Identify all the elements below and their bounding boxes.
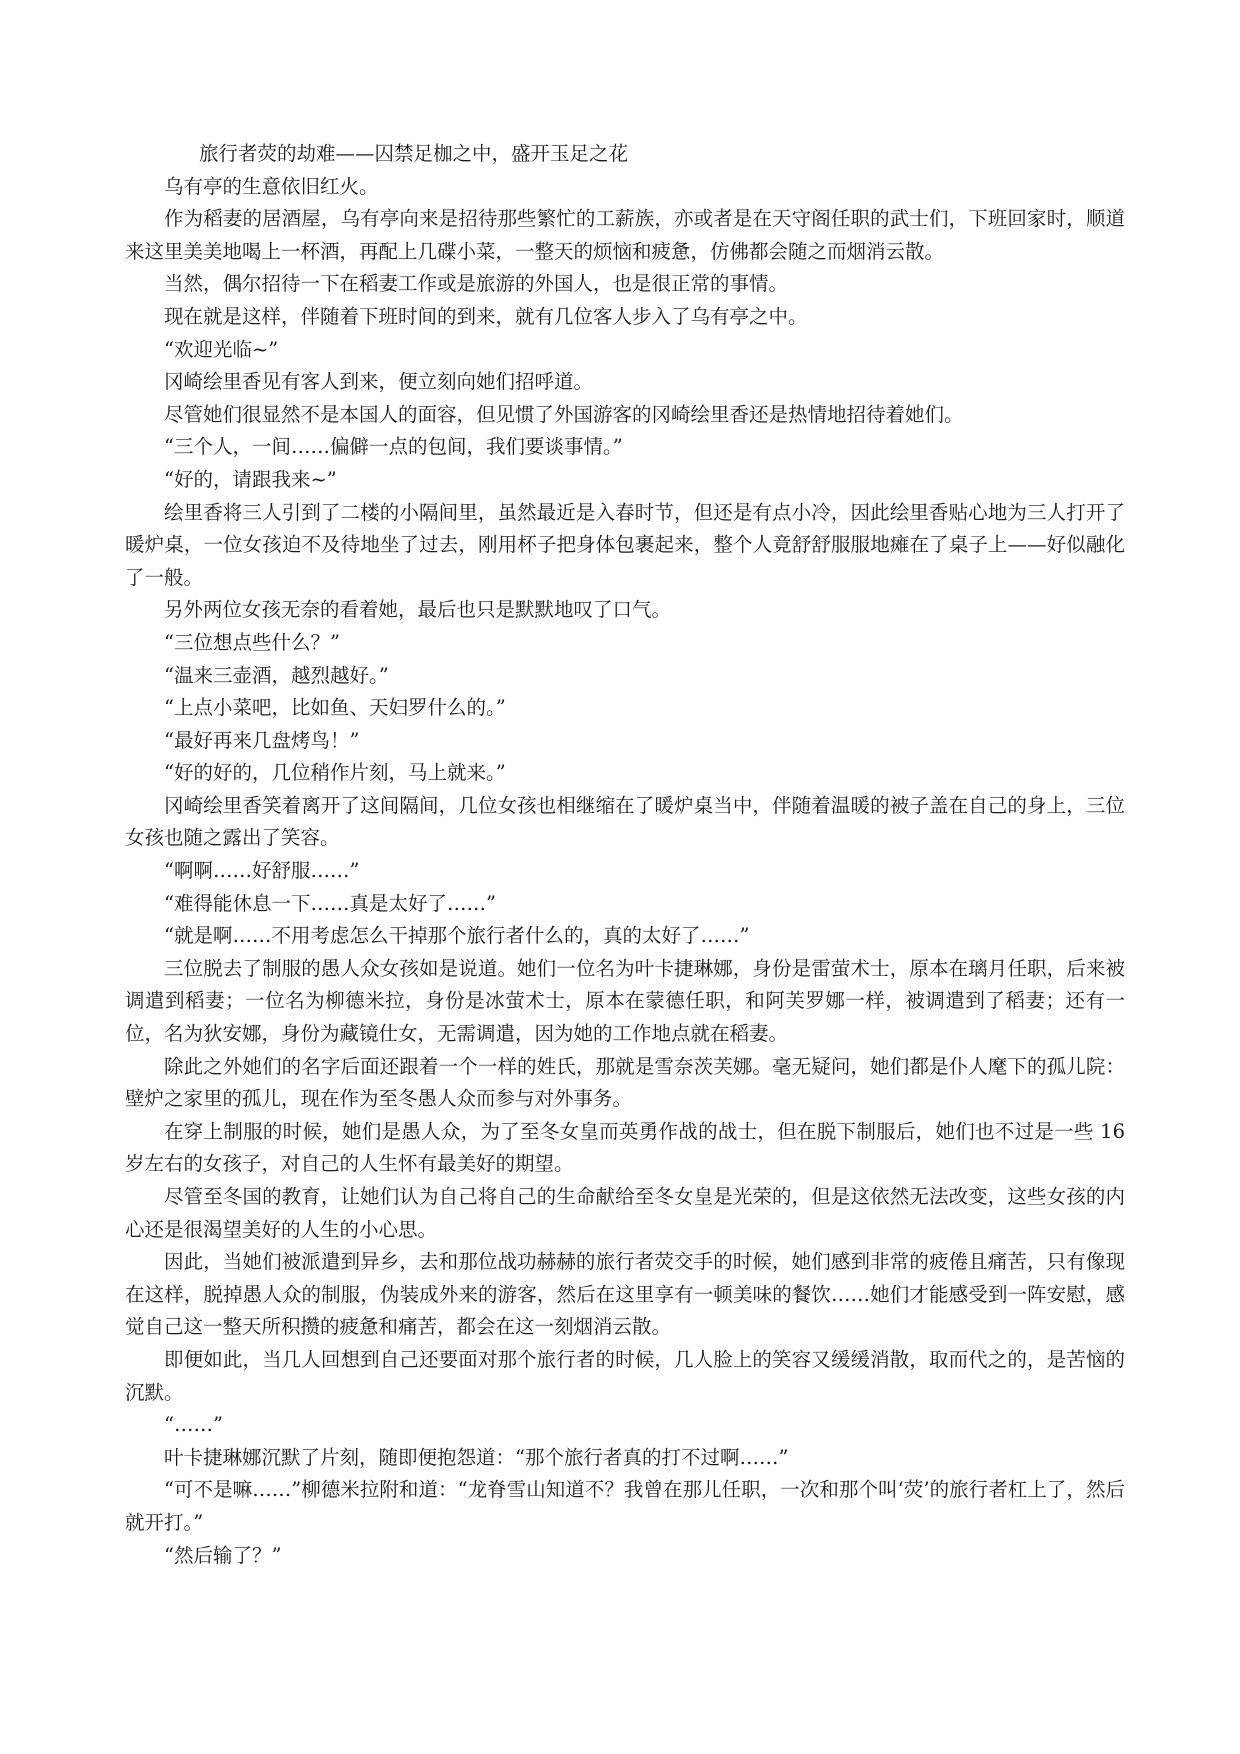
paragraph: “三位想点些什么？” (164, 630, 340, 654)
paragraph: 冈崎绘里香见有客人到来，便立刻向她们招呼道。 (164, 370, 594, 394)
paragraph: “可不是嘛……”柳德米拉附和道：“龙脊雪山知道不？我曾在那儿任职，一次和那个叫‘荧’的旅行者杠上了，然后就开打。” (125, 1478, 1125, 1534)
paragraph: 尽管至冬国的教育，让她们认为自己将自己的生命献给至冬女皇是光荣的，但是这依然无法改变，这些女孩的内心还是很渴望美好的人生的小心思。 (125, 1185, 1125, 1241)
paragraph: 因此，当她们被派遣到异乡，去和那位战功赫赫的旅行者荧交手的时候，她们感到非常的疲倦且痛苦，只有像现在这样，脱掉愚人众的制服，伪装成外来的游客，然后在这里享有一顿美味的餐饮……她们才能感受到一阵安慰，感觉自己这一整天所积攒的疲惫和痛苦，都会在这一刻烟消云散。 (125, 1250, 1125, 1339)
paragraph: “三个人，一间……偏僻一点的包间，我们要谈事情。” (164, 435, 623, 459)
paragraph: 现在就是这样，伴随着下班时间的到来，就有几位客人步入了乌有亭之中。 (164, 304, 808, 328)
paragraph: 乌有亭的生意依旧红火。 (164, 174, 379, 198)
paragraph: “好的好的，几位稍作片刻，马上就来。” (164, 761, 506, 785)
paragraph: 尽管她们很显然不是本国人的面容，但见惯了外国游客的冈崎绘里香还是热情地招待着她们。 (164, 402, 964, 426)
document-body (125, 138, 1125, 1572)
paragraph: 冈崎绘里香笑着离开了这间隔间，几位女孩也相继缩在了暖炉桌当中，伴随着温暖的被子盖在自己的身上，三位女孩也随之露出了笑容。 (125, 793, 1125, 850)
paragraph: “就是啊……不用考虑怎么干掉那个旅行者什么的，真的太好了……” (164, 924, 750, 948)
paragraph: 在穿上制服的时候，她们是愚人众，为了至冬女皇而英勇作战的战士，但在脱下制服后，她们也不过是一些 16 岁左右的女孩子，对自己的人生怀有最美好的期望。 (125, 1119, 1125, 1176)
document-title: 旅行者荧的劫难——囚禁足枷之中，盛开玉足之花 (199, 142, 629, 165)
paragraph: 当然，偶尔招待一下在稻妻工作或是旅游的外国人，也是很正常的事情。 (164, 272, 789, 296)
paragraph: 作为稻妻的居酒屋，乌有亭向来是招待那些繁忙的工薪族，亦或者是在天守阁任职的武士们，下班回家时，顺道来这里美美地喝上一杯酒，再配上几碟小菜，一整天的烦恼和疲惫，仿佛都会随之而烟消云散。 (125, 207, 1125, 263)
paragraph: “最好再来几盘烤鸟！” (164, 728, 360, 752)
paragraph: 绘里香将三人引到了二楼的小隔间里，虽然最近是入春时节，但还是有点小冷，因此绘里香贴心地为三人打开了暖炉桌，一位女孩迫不及待地坐了过去，刚用杯子把身体包裹起来，整个人竟舒舒服服地瘫在了桌子上——好似融化了一般。 (125, 500, 1125, 589)
paragraph: 即便如此，当几人回想到自己还要面对那个旅行者的时候，几人脸上的笑容又缓缓消散，取而代之的，是苦恼的沉默。 (125, 1347, 1125, 1404)
paragraph: 除此之外她们的名字后面还跟着一个一样的姓氏，那就是雪奈茨芙娜。毫无疑问，她们都是仆人麾下的孤儿院：壁炉之家里的孤儿，现在作为至冬愚人众而参与对外事务。 (125, 1054, 1125, 1111)
paragraph: “然后输了？” (164, 1543, 282, 1567)
paragraph: “啊啊……好舒服……” (164, 859, 360, 883)
paragraph: “难得能休息一下……真是太好了……” (164, 891, 496, 915)
paragraph: 另外两位女孩无奈的看着她，最后也只是默默地叹了口气。 (164, 598, 672, 622)
paragraph: “欢迎光临~” (164, 337, 279, 361)
paragraph: 叶卡捷琳娜沉默了片刻，随即便抱怨道：“那个旅行者真的打不过啊……” (164, 1445, 789, 1469)
paragraph: 三位脱去了制服的愚人众女孩如是说道。她们一位名为叶卡捷琳娜，身份是雷萤术士，原本在璃月任职，后来被调遣到稻妻；一位名为柳德米拉，身份是冰萤术士，原本在蒙德任职，和阿芙罗娜一样，被调遣到了稻妻；还有一位，名为狄安娜，身份为藏镜仕女，无需调遣，因为她的工作地点就在稻妻。 (125, 956, 1125, 1046)
paragraph: “上点小菜吧，比如鱼、天妇罗什么的。” (164, 696, 506, 720)
paragraph: “好的，请跟我来~” (164, 467, 337, 491)
paragraph: “温来三壶酒，越烈越好。” (164, 663, 389, 687)
paragraph: “……” (164, 1413, 223, 1437)
